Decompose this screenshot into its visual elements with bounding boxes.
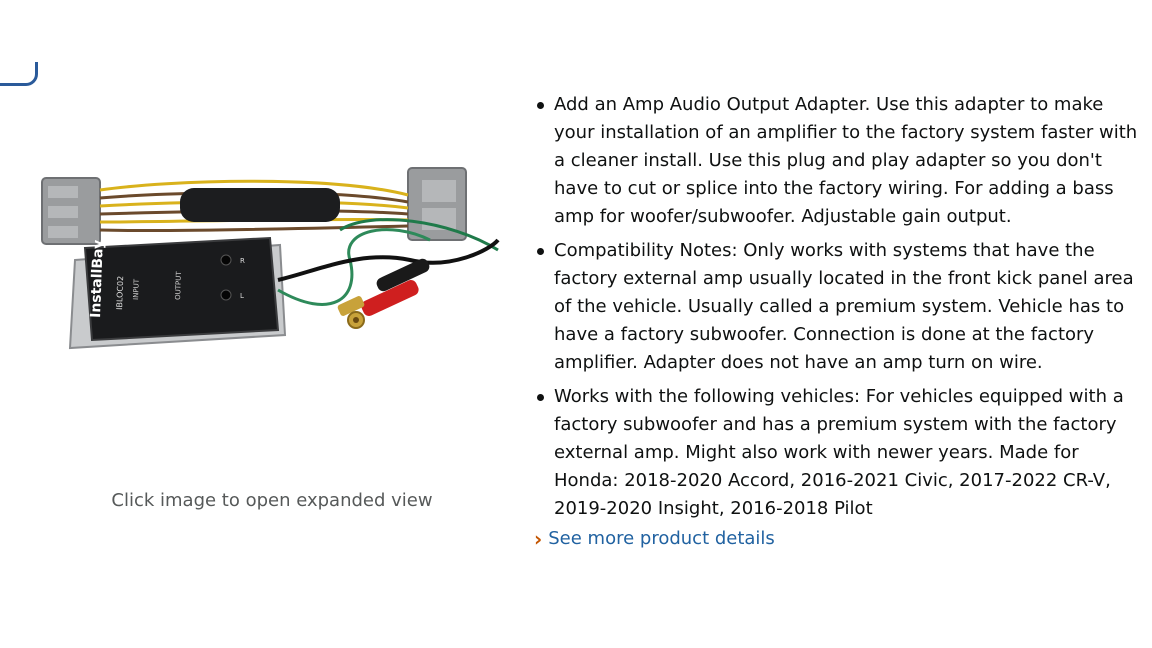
model-text: IBLOC02	[115, 275, 126, 311]
chevron-right-icon: ›	[534, 526, 543, 551]
feature-bullet: Works with the following vehicles: For vehicles equipped with a factory subwoofer and has a premium system with the factory external amp. Might also work with newer years. Made for Honda: 2018-2020 Accord, 2016-2021 Civic, 2017-2022 CR-V, 2019-2020 Insight, 2016-2018 Pilot	[533, 383, 1138, 523]
see-more-label[interactable]: See more product details	[548, 528, 775, 549]
product-image[interactable]	[30, 150, 520, 370]
feature-bullet: Compatibility Notes: Only works with systems that have the factory external amp usually located in the front kick panel area of the vehicle. Usually called a premium system. Vehicle has to have a factory subwoofer. Connection is done at the factory amplifier. Adapter does not have an amp turn on wire.	[533, 237, 1138, 377]
product-feature-bullets	[533, 91, 1138, 529]
feature-bullet: Add an Amp Audio Output Adapter. Use this adapter to make your installation of an amplifier to the factory system faster with a cleaner install. Use this plug and play adapter so you don't have to cut or splice into the factory wiring. For adding a bass amp for woofer/subwoofer. Adjustable gain output.	[533, 91, 1138, 231]
carousel-corner-indicator	[0, 62, 38, 86]
product-image-container[interactable]	[30, 150, 520, 370]
image-caption: Click image to open expanded view	[111, 490, 433, 511]
see-more-product-details-link[interactable]	[534, 528, 775, 549]
svg-text:INPUT: INPUT	[132, 278, 141, 301]
svg-text:OUTPUT: OUTPUT	[174, 271, 183, 301]
svg-text:R: R	[240, 257, 245, 265]
brand-logo-text: InstallBay	[88, 239, 107, 319]
svg-text:L: L	[240, 292, 244, 300]
